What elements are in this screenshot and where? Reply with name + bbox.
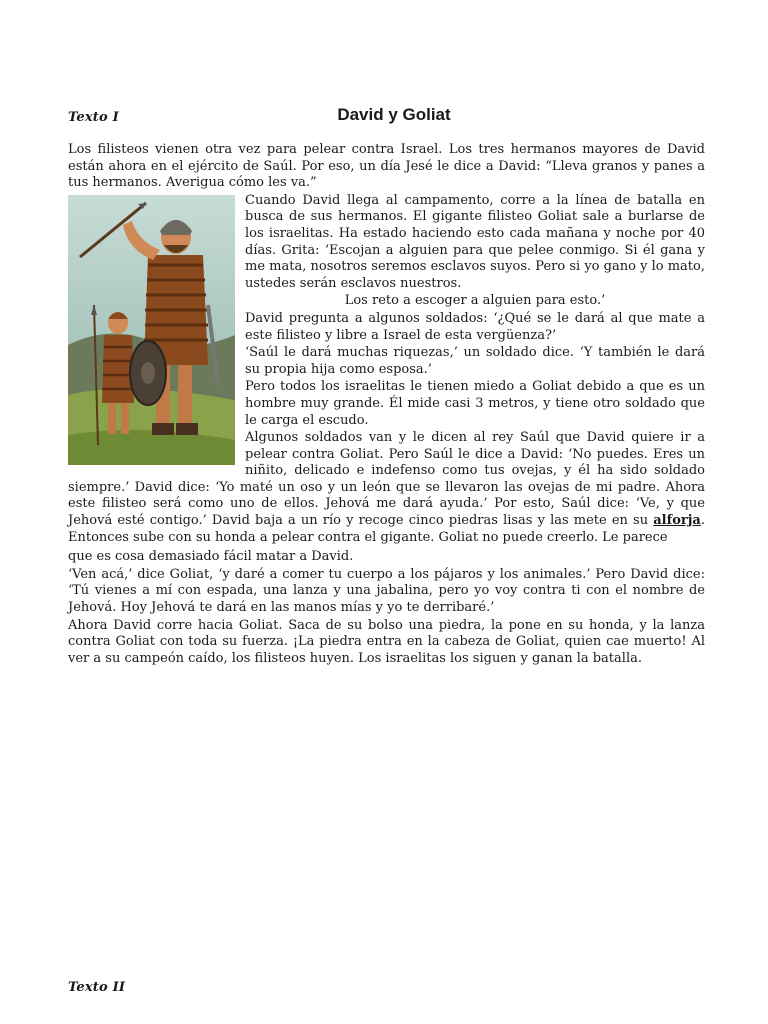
- paragraph-4: David pregunta a algunos soldados: ‘¿Qué se le dará al que mate a este filisteo y libre a Israel de esta vergüenza?’: [245, 310, 705, 343]
- section-label-texto-2: Texto II: [68, 980, 126, 995]
- paragraph-5: ‘Saúl le dará muchas riquezas,’ un soldado dice. ‘Y también le dará su propia hija como esposa.’: [245, 345, 705, 377]
- paragraph-10: Ahora David corre hacia Goliat. Saca de su bolso una piedra, la pone en su honda, y la lanza contra Goliat con toda su fuerza. ¡La piedra entra en la cabeza de Goliat, quien cae muerto! Al ver a su campeón caído, los filisteos huyen. Los israelitas los siguen y ganan la batalla.: [68, 617, 705, 666]
- paragraph-7-tail: . Entonces sube con su honda a pelear contra el gigante. Goliat no puede creerlo. Le parece: [68, 513, 705, 545]
- story-text: [68, 142, 705, 668]
- paragraph-8: que es cosa demasiado fácil matar a David.: [68, 549, 354, 565]
- paragraph-7-text: Algunos soldados van y le dicen al rey Saúl que David quiere ir a pelear contra Goliat. Pero Saúl le dice a David: ‘No puedes. Eres un niñito, delicado e indefenso como tus ovejas, y él ha sido soldado siempre.’ David dice: ‘Yo maté un oso y un león que se llevaron las ovejas de mi padre. Ahora este filisteo será como uno de ellos. Jehová me dará ayuda.’ Por esto, Saúl dice: ‘Ve, y que Jehová esté contigo.’ David baja a un río y recoge cinco piedras lisas y las mete en su: [68, 430, 705, 529]
- goliath-illustration: [68, 195, 235, 465]
- alforja-link[interactable]: alforja: [653, 513, 701, 529]
- paragraph-1: Los filisteos vienen otra vez para pelear contra Israel. Los tres hermanos mayores de David están ahora en el ejército de Saúl. Por eso, un día Jesé le dice a David: “Lleva granos y panes a tus hermanos. Averigua cómo les va.”: [68, 142, 705, 191]
- paragraph-3: Los reto a escoger a alguien para esto.’: [344, 293, 606, 309]
- paragraph-2: [68, 193, 705, 293]
- paragraph-6: Pero todos los israelitas le tienen miedo a Goliat debido a que es un hombre muy grande. Él mide casi 3 metros, y tiene otro soldado que le carga el escudo.: [245, 379, 705, 428]
- section-label-texto-1: Texto I: [68, 110, 119, 125]
- page-title: David y Goliat: [337, 105, 451, 124]
- paragraph-9: ‘Ven acá,’ dice Goliat, ‘y daré a comer tu cuerpo a los pájaros y los animales.’ Pero David dice: ‘Tú vienes a mí con espada, una lanza y una jabalina, pero yo voy contra ti con el nombre de Jehová. Hoy Jehová te dará en las manos mías y yo te derribaré.’: [68, 566, 705, 616]
- paragraph-2-text: Cuando David llega al campamento, corre a la línea de batalla en busca de sus hermanos. El gigante filisteo Goliat sale a burlarse de los israelitas. Ha estado haciendo esto cada mañana y noche por 40 días. Grita: ‘Escojan a alguien para que pelee conmigo. Si él gana y me mata, nosotros seremos esclavos suyos. Pero si yo gano y lo mato, ustedes serán esclavos nuestros.: [245, 192, 705, 291]
